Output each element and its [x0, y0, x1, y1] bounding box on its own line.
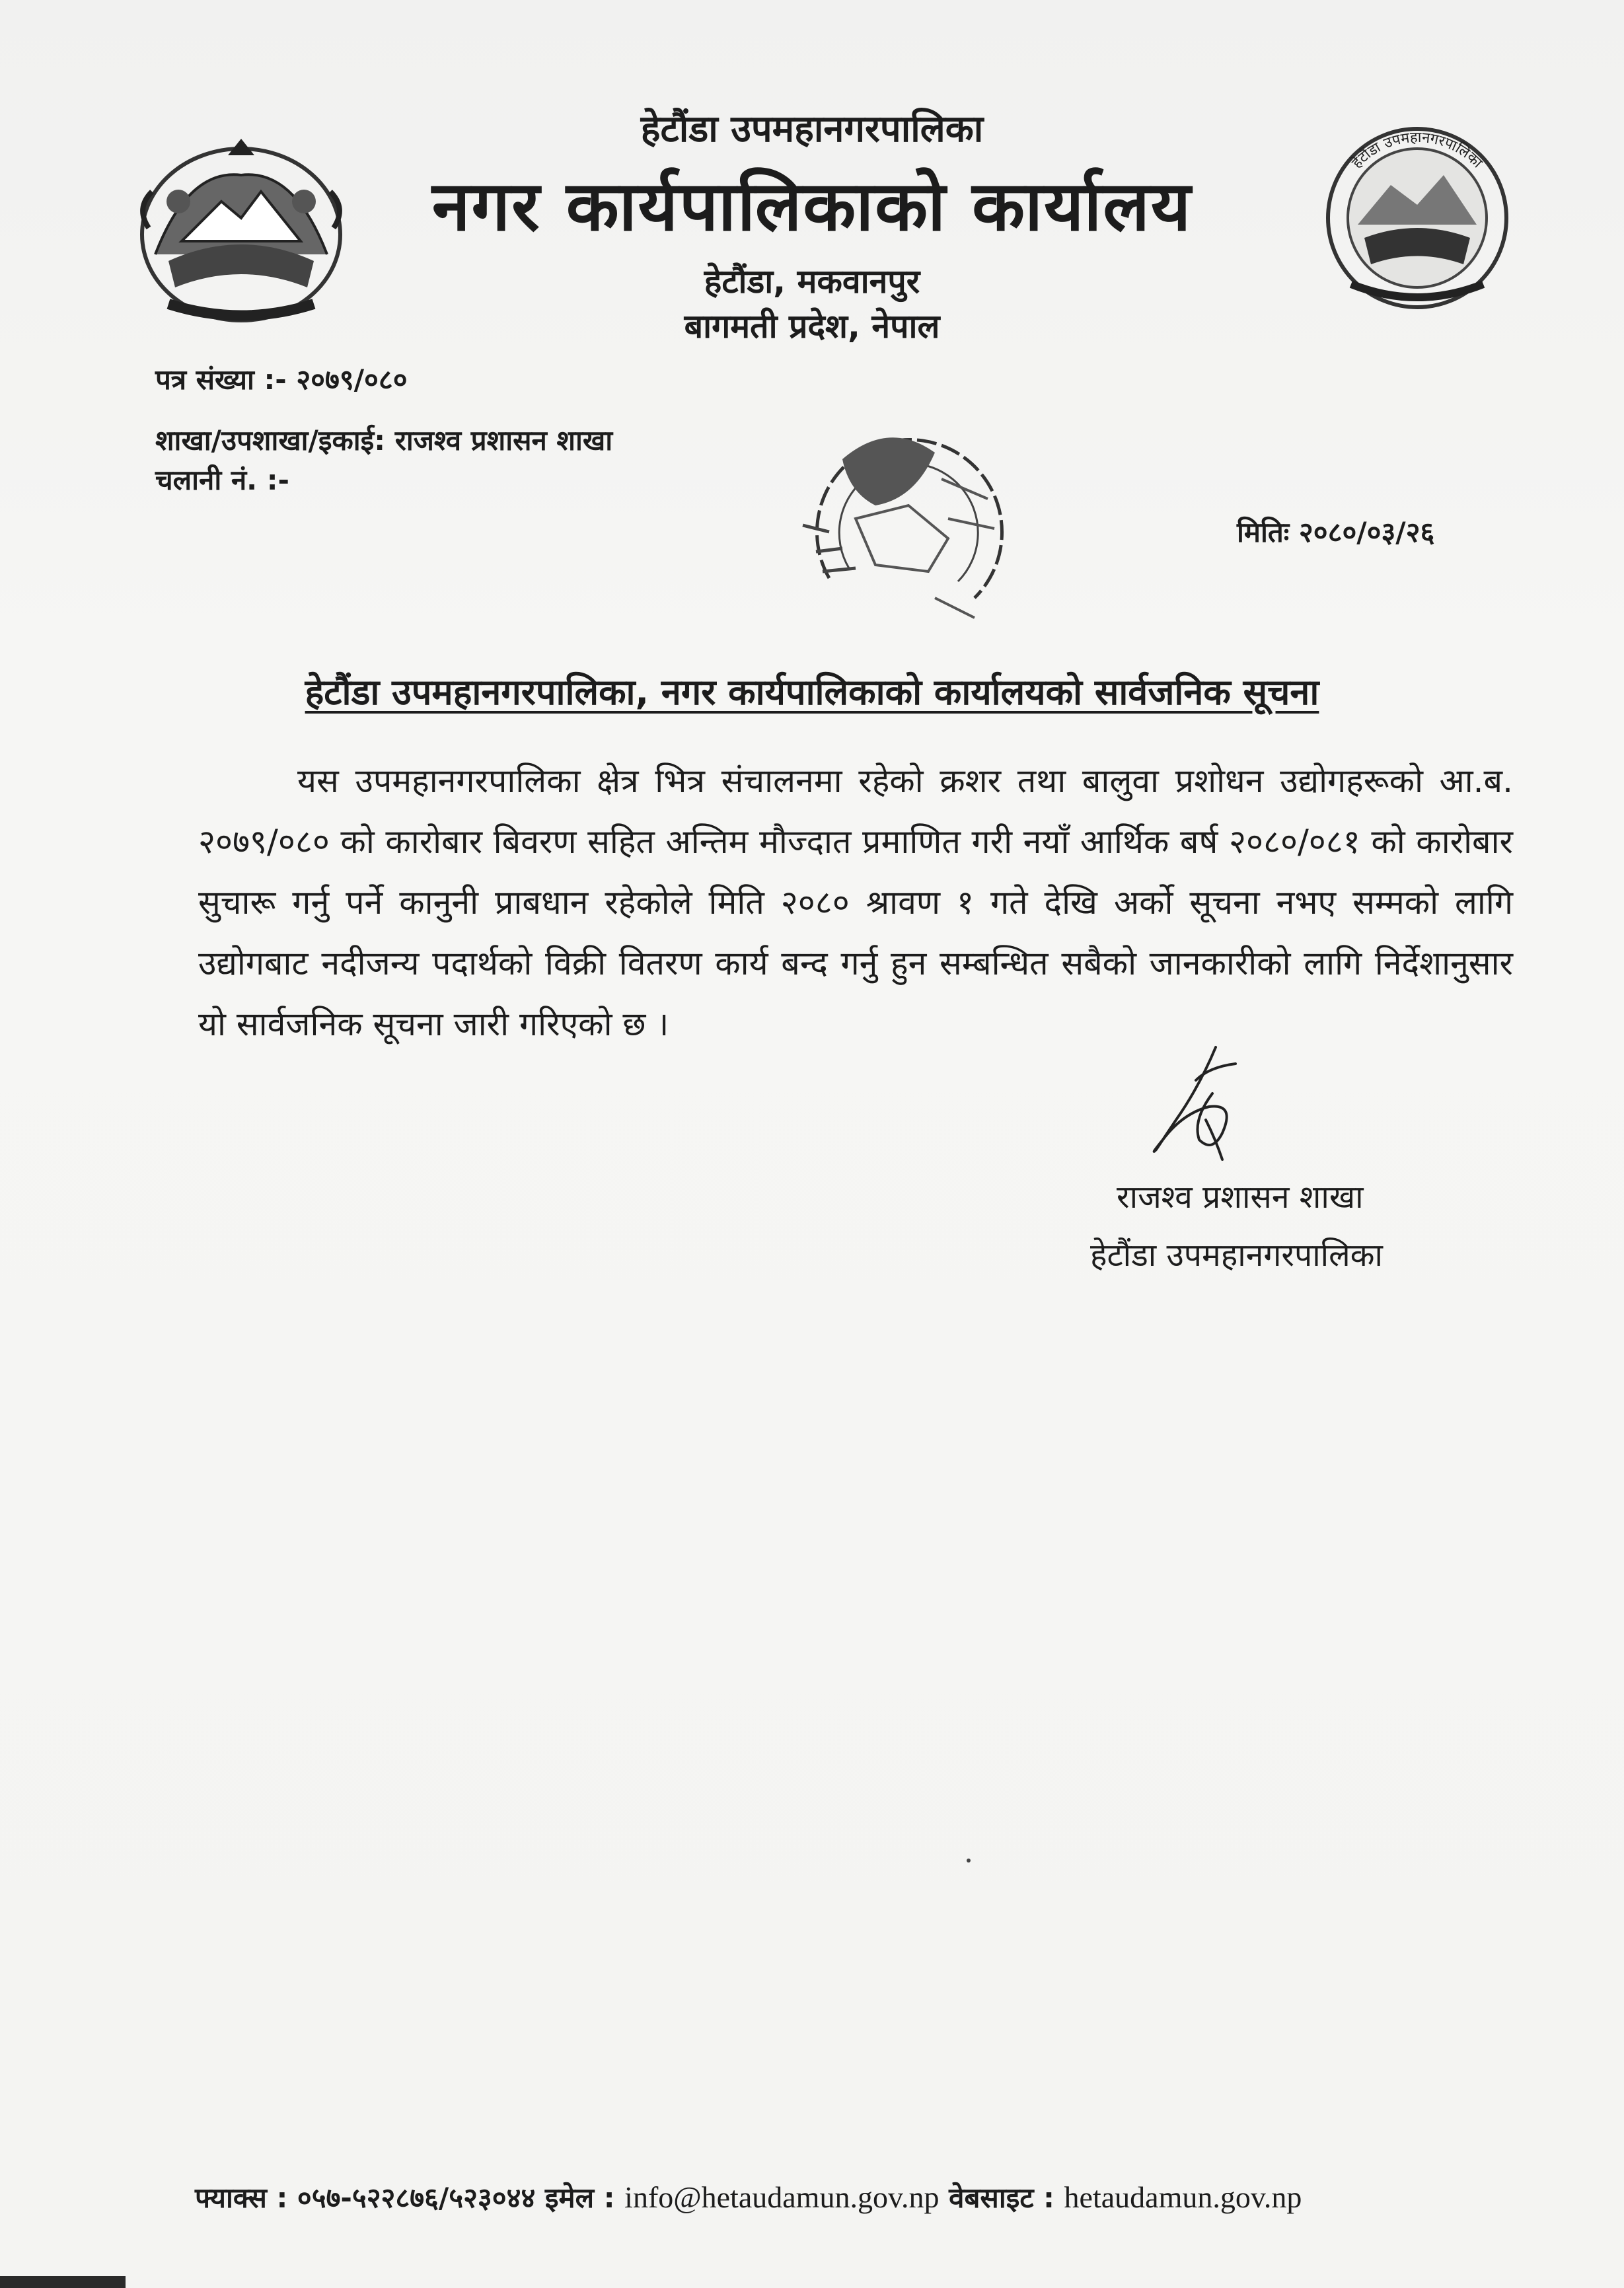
website-label: वेबसाइट : [939, 2182, 1064, 2214]
dispatch-number: चलानी नं. :- [155, 464, 289, 496]
fax-label: फ्याक्स : [195, 2182, 297, 2214]
office-location: हेटौंडा, मकवानपुर [704, 262, 920, 301]
email-label: इमेल : [535, 2182, 625, 2214]
issue-date: मितिः २०८०/०३/२६ [1237, 516, 1435, 548]
letter-number: पत्र संख्या :- २०७९/०८० [155, 363, 408, 396]
svg-text:हेटौंडा उपमहानगरपालिका: हेटौंडा उपमहानगरपालिका [1348, 129, 1486, 172]
official-stamp-icon [776, 406, 1027, 644]
notice-body: यस उपमहानगरपालिका क्षेत्र भित्र संचालनमा रहेको क्रशर तथा बालुवा प्रशोधन उद्योगहरूको आ.ब. २०७९/०८० को कारोबार बिवरण सहित अन्तिम मौज्दात प्रमाणित गरी नयाँ आर्थिक बर्ष २०८०/०८१ को कारोबार सुचारू गर्नु पर्ने कानुनी प्राबधान रहेकोले मिति २०८० श्रावण १ गते देखि अर्को सूचना नभए सम्मको लागि उद्योगबाट नदीजन्य पदार्थको विक्री वितरण कार्य बन्द गर्नु हुन सम्बन्धित सबैको जानकारीको लागि निर्देशानुसार यो सार्वजनिक सूचना जारी गरिएको छ । [198, 762, 1513, 1043]
notice-title [0, 666, 1624, 715]
office-title: नगर कार्यपालिकाको कार्यालय [431, 166, 1193, 246]
office-province: बागमती प्रदेश, नेपाल [684, 307, 940, 346]
paper-speck [967, 1859, 971, 1863]
municipality-logo-icon [1311, 112, 1523, 317]
notice-title-text: हेटौंडा उपमहानगरपालिका, नगर कार्यपालिकाको कार्यालयको सार्वजनिक सूचना [305, 671, 1319, 713]
signature-icon [1136, 1041, 1255, 1166]
contact-footer [195, 2178, 1302, 2216]
website-link[interactable]: hetaudamun.gov.np [1064, 2180, 1302, 2214]
fax-number: ०५७-५२२८७६/५२३०४४ [297, 2182, 536, 2214]
municipality-name: हेटौंडा उपमहानगरपालिका [640, 108, 984, 151]
signatory-office: हेटौंडा उपमहानगरपालिका [1090, 1237, 1383, 1274]
signatory-branch: राजश्व प्रशासन शाखा [1117, 1179, 1364, 1216]
branch-unit: शाखा/उपशाखा/इकाई: राजश्व प्रशासन शाखा [155, 424, 613, 457]
email-link[interactable]: info@hetaudamun.gov.np [624, 2180, 940, 2214]
page-corner-edge [0, 2276, 126, 2288]
